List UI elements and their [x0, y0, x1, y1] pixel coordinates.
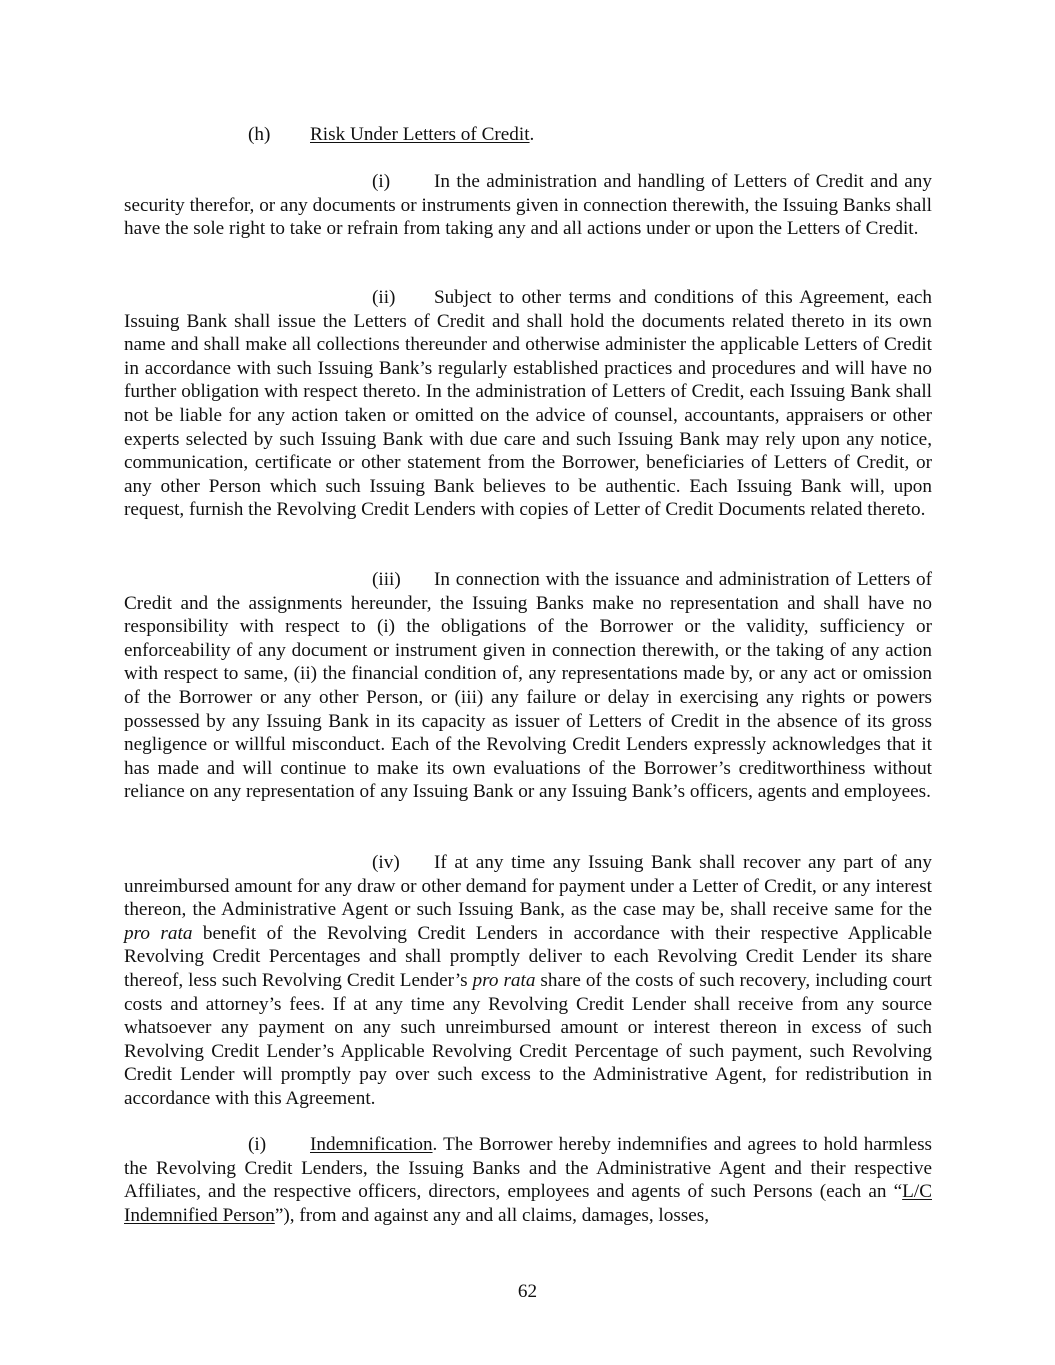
paragraph-ii: (ii) Subject to other terms and conditions of this Agreement, each Issuing Bank shall issue the Letters of Credit and shall hold the documents related thereto in its own name and shall make all collections thereunder and otherwise administer the applicable Letters of Credit in accordance with such Issuing Bank’s regularly established practices and procedures and will have no further obligation with respect thereto. In the administration of Letters of Credit, each Issuing Bank shall not be liable for any action taken or omitted on the advice of counsel, accountants, appraisers or other experts selected by such Issuing Bank with due care and such Issuing Bank may rely upon any notice, communication, certificate or other statement from the Borrower, beneficiaries of Letters of Credit, or any other Person which such Issuing Bank believes to be authentic. Each Issuing Bank will, upon request, furnish the Revolving Credit Lenders with copies of Letter of Credit Documents related thereto. — [124, 287, 932, 521]
section-h-title: Risk Under Letters of Credit — [310, 124, 530, 145]
paragraph-ii-number: (ii) — [372, 287, 396, 308]
page-number: 62 — [517, 1281, 538, 1302]
section-i-number: (i) — [248, 1134, 267, 1155]
section-h-number: (h) — [248, 124, 271, 145]
paragraph-i: (i) In the administration and handling of Letters of Credit and any security therefor, or any documents or instruments given in connection therewith, the Issuing Banks shall have the sole right to take or refrain from taking any and all actions under or upon the Letters of Credit. — [124, 171, 932, 240]
paragraph-iv: (iv) If at any time any Issuing Bank shall recover any part of any unreimbursed amount for any draw or other demand for payment under a Letter of Credit, or any interest thereon, the Administrative Agent or such Issuing Bank, as the case may be, shall receive same for the pro rata benefit of the Revolving Credit Lenders in accordance with their respective Applicable Revolving Credit Percentages and shall promptly deliver to each Revolving Credit Lender its share thereof, less such Revolving Credit Lender’s pro rata share of the costs of such recovery, including court costs and attorney’s fees. If at any time any Revolving Credit Lender shall receive from any source whatsoever any payment on any such unreimbursed amount or interest thereon in excess of such Revolving Credit Lender’s Applicable Revolving Credit Percentage of such payment, such Revolving Credit Lender will promptly pay over such excess to the Administrative Agent, for redistribution in accordance with this Agreement. — [124, 852, 933, 1109]
section-h-heading: (h) Risk Under Letters of Credit. — [248, 124, 535, 145]
section-i-indemnification: (i) Indemnification. The Borrower hereby indemnifies and agrees to hold harmless the Revolving Credit Lenders, the Issuing Banks and the Administrative Agent and their respective Affiliates, and the respective officers, directors, employees and agents of such Persons (each an “L/C Indemnified Person”), from and against any and all claims, damages, losses, — [124, 1134, 932, 1226]
paragraph-iv-number: (iv) — [372, 852, 400, 873]
defined-term: L/C Indemnified Person — [124, 1181, 932, 1226]
section-i-title: Indemnification — [310, 1134, 433, 1155]
pro-rata-term: pro rata — [472, 969, 536, 991]
pro-rata-term: pro rata — [124, 922, 193, 944]
paragraph-i-number: (i) — [372, 171, 391, 192]
paragraph-iii-number: (iii) — [372, 569, 401, 590]
paragraph-iii: (iii) In connection with the issuance and administration of Letters of Credit and the assignments hereunder, the Issuing Banks make no representation and shall have no responsibility with respect to (i) the obligations of the Borrower or the validity, sufficiency or enforceability of any document or instrument given in connection therewith, or the taking of any action with respect to same, (ii) the financial condition of, any representations made by, or any act or omission of the Borrower or any other Person, or (iii) any failure or delay in exercising any rights or powers possessed by any Issuing Bank in its capacity as issuer of Letters of Credit in the absence of its gross negligence or willful misconduct. Each of the Revolving Credit Lenders expressly acknowledges that it has made and will continue to make its own evaluations of the Borrower’s creditworthiness without reliance on any representation of any Issuing Bank or any Issuing Bank’s officers, agents and employees. — [124, 569, 932, 803]
